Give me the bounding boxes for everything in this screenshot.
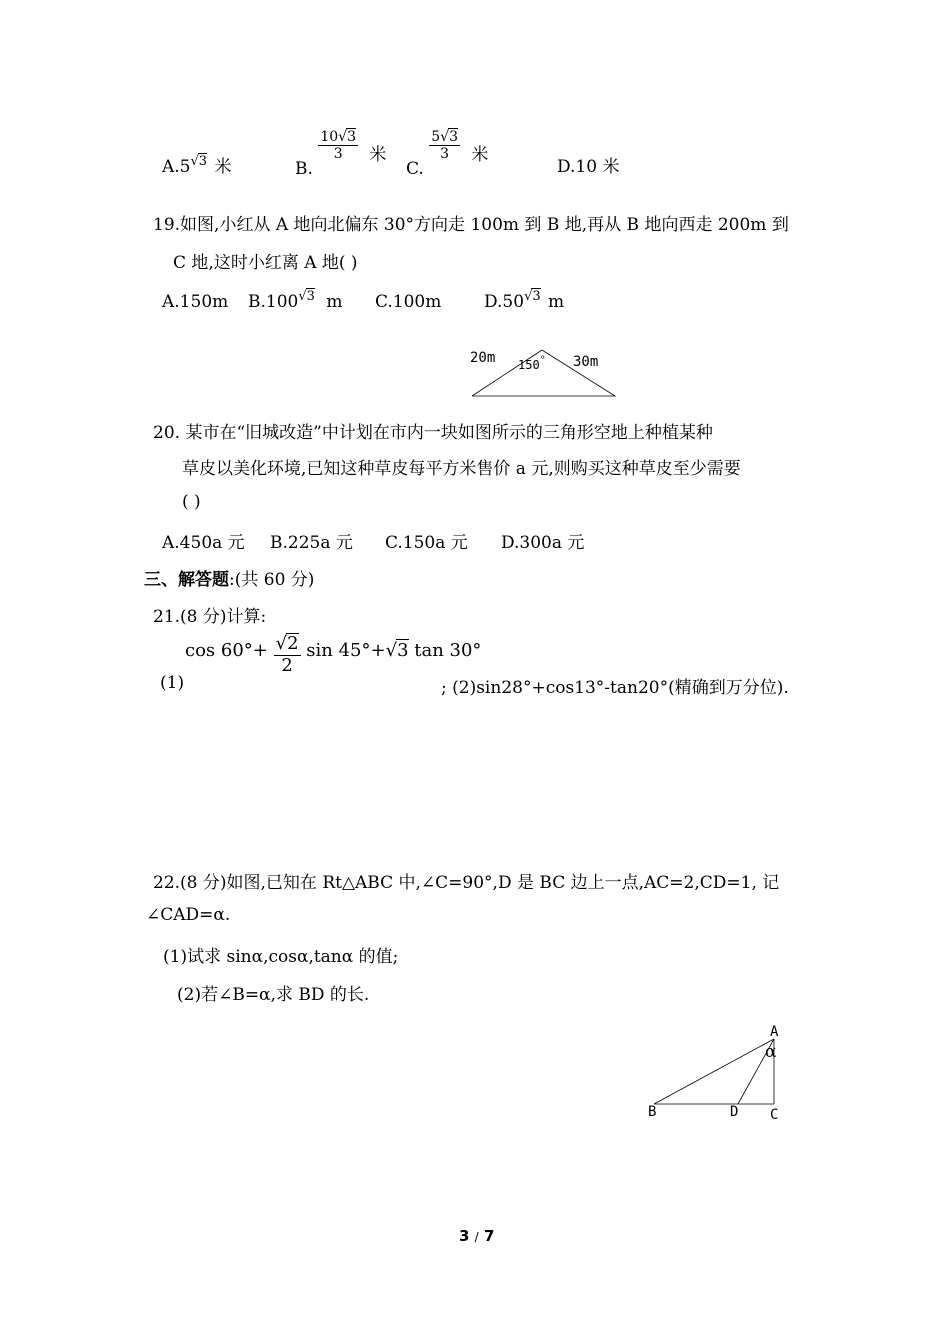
q20-option-d: D.300a 元: [501, 533, 585, 553]
q19-line2: C 地,这时小红离 A 地( ): [173, 253, 358, 273]
q22-label-alpha: α: [765, 1042, 777, 1062]
section-score: :(共 60 分): [229, 570, 315, 590]
q18-a-unit: 米: [214, 157, 232, 177]
q20-label-right: 30m: [573, 354, 599, 370]
q20-option-c: C.150a 元: [385, 533, 468, 553]
section-title: 三、解答题: [144, 570, 229, 590]
q20-option-b: B.225a 元: [270, 533, 353, 553]
q22-line1: 22.(8 分)如图,已知在 Rt△ABC 中,∠C=90°,D 是 BC 边上一点,AC=2,CD=1, 记: [153, 873, 780, 893]
q18-b-fraction: $\frac{10√3}{3}$: [320, 129, 356, 163]
q22-part1: (1)试求 sinα,cosα,tanα 的值;: [163, 947, 399, 967]
q22-part2: (2)若∠B=α,求 BD 的长.: [177, 985, 370, 1005]
q21-expression: cos 60°+ $\frac{√2}{2}$ sin 45°+√3 tan 30°: [185, 633, 482, 676]
q20-line1: 20. 某市在“旧城改造”中计划在市内一块如图所示的三角形空地上种植某种: [153, 423, 713, 443]
q22-label-b: B: [648, 1104, 657, 1120]
q20-option-a: A.450a 元: [162, 533, 245, 553]
q18-option-a: $A.5^{√3}$ 米: [162, 154, 232, 177]
q18-c-fraction: $\frac{5√3}{3}$: [431, 129, 458, 163]
q19-option-a: A.150m: [162, 292, 229, 312]
q22-line2: ∠CAD=α.: [146, 905, 231, 925]
q21-part1-label: (1): [160, 673, 185, 693]
page-number: 3 / 7: [459, 1227, 495, 1245]
q19-option-c: C.100m: [375, 292, 442, 312]
q21-part2: ; (2)sin28°+cos13°-tan20°(精确到万分位).: [441, 678, 789, 698]
q19-option-b: $B.100^{√3}$ m: [248, 289, 343, 312]
q21-sqrt2-over-2: $\frac{√2}{2}$: [275, 633, 299, 676]
q18-c-unit: 米: [471, 144, 489, 165]
q22-label-a: A: [770, 1024, 779, 1040]
q18-option-c: C. $\frac{5√3}{3}$ 米: [406, 129, 489, 179]
section-heading: [144, 565, 314, 590]
q18-option-d: D.10 米: [557, 157, 620, 177]
q18-b-unit: 米: [369, 144, 387, 165]
q20-line3: ( ): [182, 492, 201, 512]
q19-option-d: $D.50^{√3}$ m: [484, 289, 565, 312]
q20-label-angle: 150°: [518, 355, 546, 372]
q21-head: 21.(8 分)计算:: [153, 607, 267, 627]
q22-label-d: D: [730, 1104, 739, 1120]
q20-line2: 草皮以美化环境,已知这种草皮每平方米售价 a 元,则购买这种草皮至少需要: [182, 459, 741, 479]
q22-label-c: C: [770, 1107, 779, 1123]
q18-option-b: B. $\frac{10√3}{3}$ 米: [295, 129, 387, 179]
q20-label-left: 20m: [470, 350, 496, 366]
q18-a-radicand: 3: [198, 154, 208, 169]
q19-line1: 19.如图,小红从 A 地向北偏东 30°方向走 100m 到 B 地,再从 B 地向西走 200m 到: [153, 215, 789, 235]
